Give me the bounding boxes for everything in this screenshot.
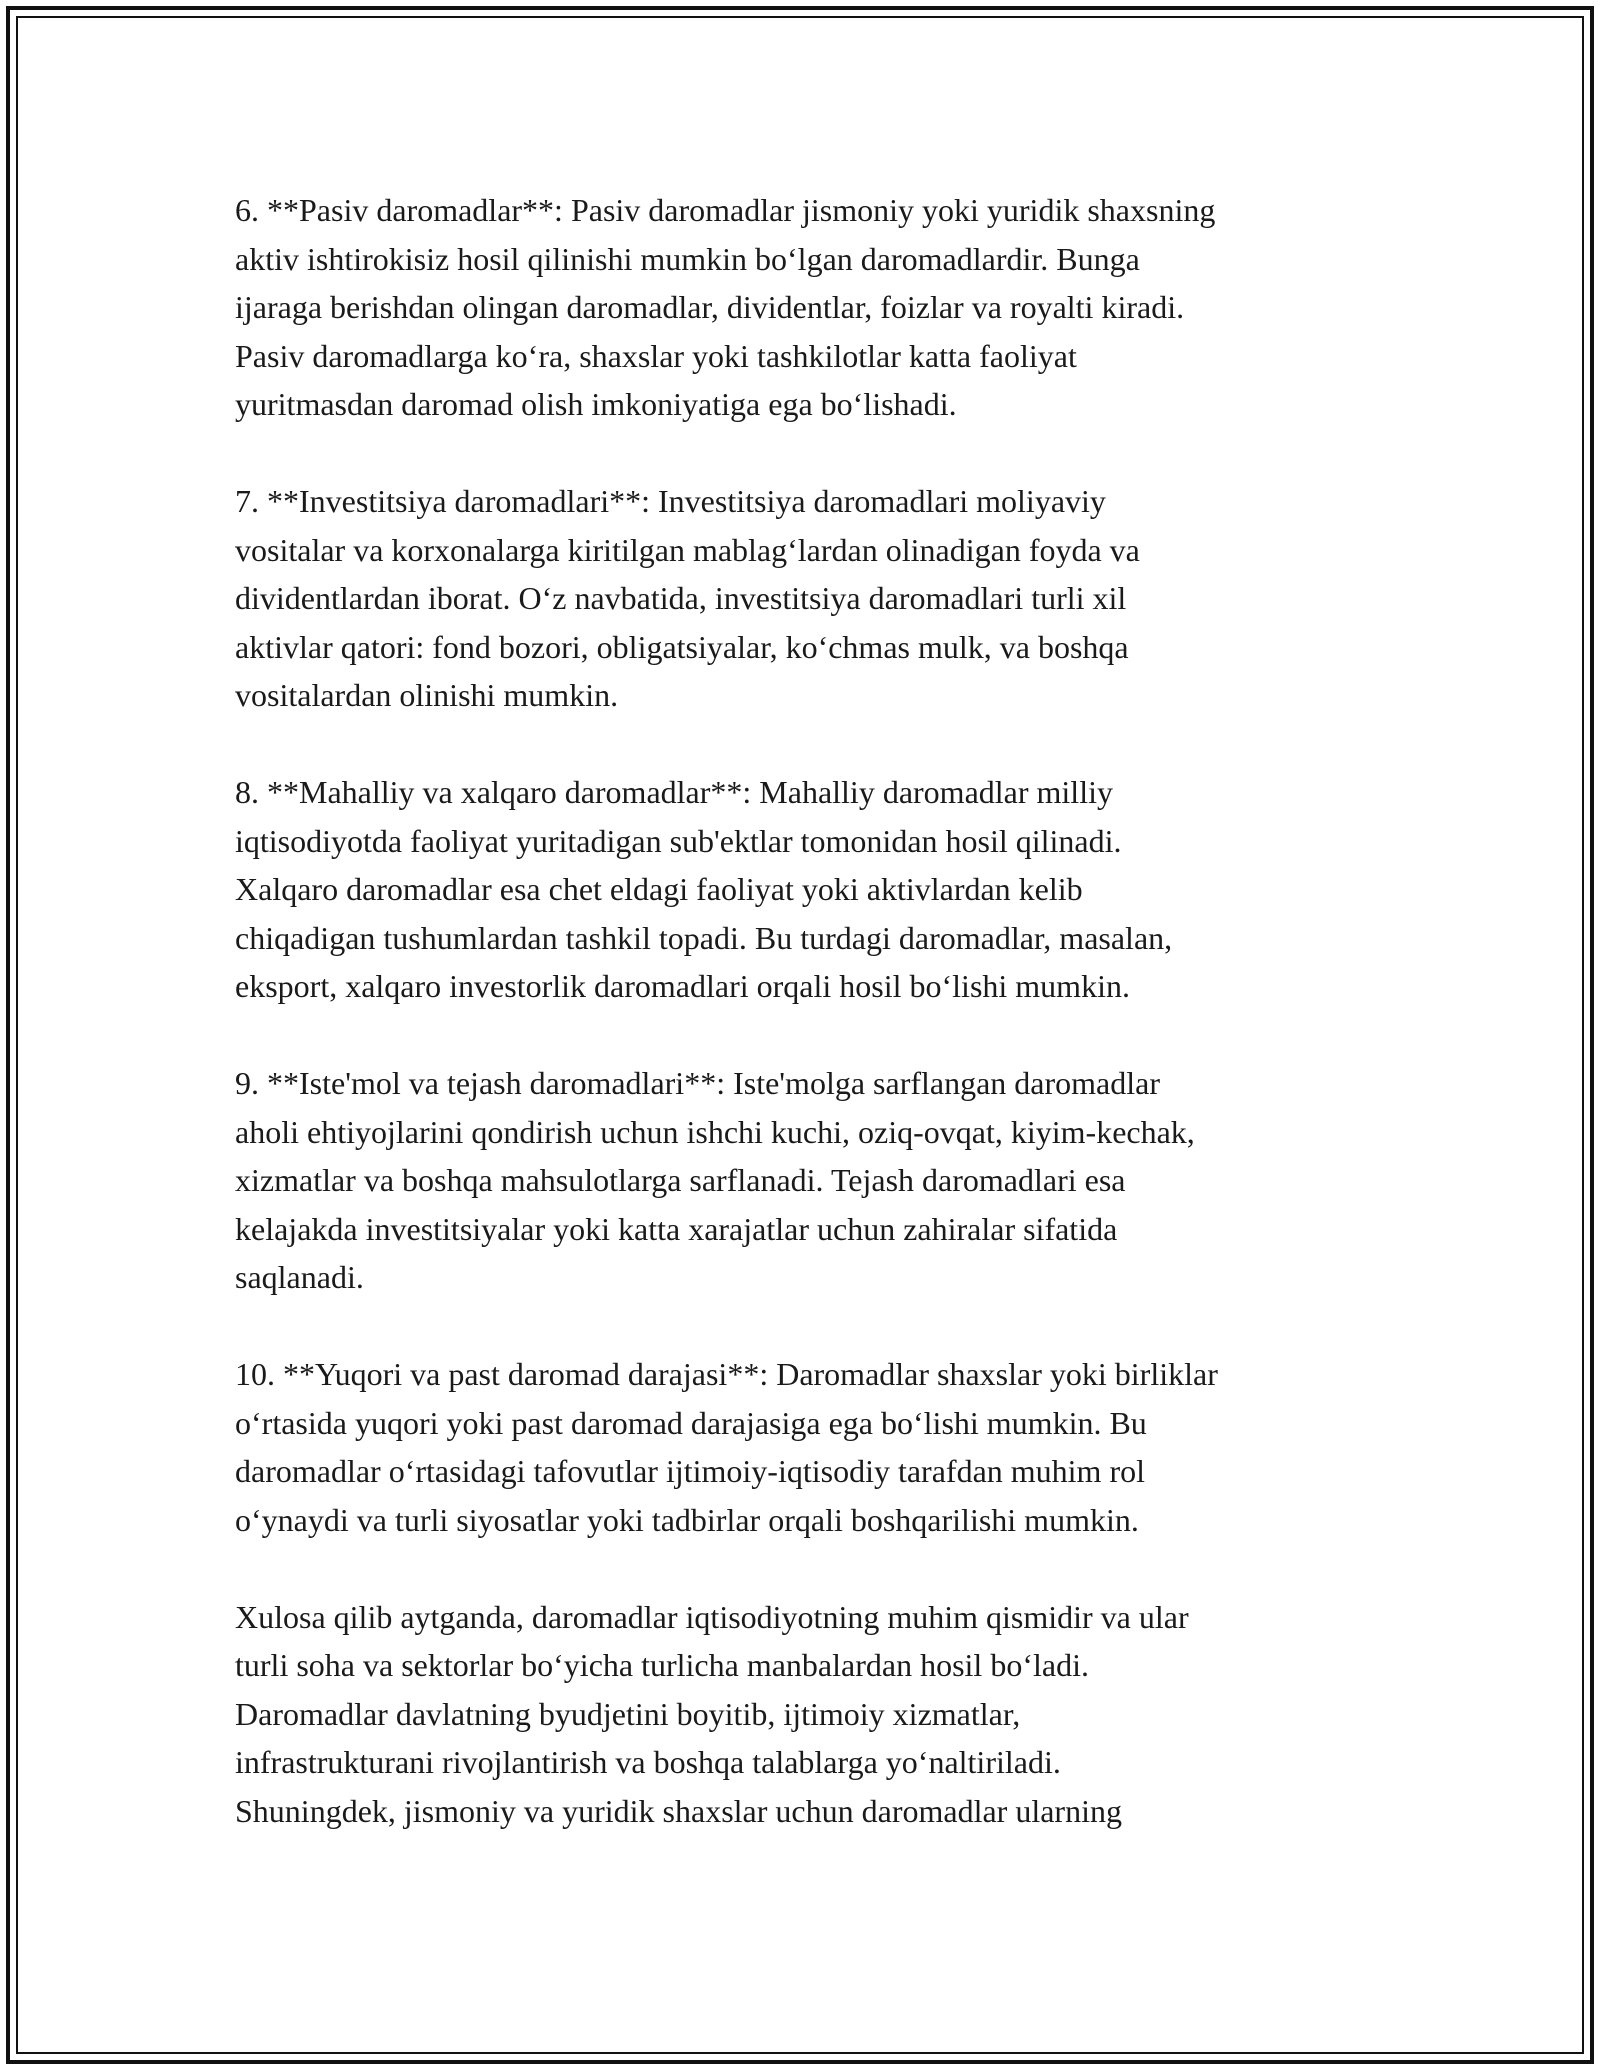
paragraph-local-international-income: 8. **Mahalliy va xalqaro daromadlar**: Mahalliy daromadlar milliy iqtisodiyotda faoliyat yuritadigan sub'ektlar tomonidan hosil qilinadi. Xalqaro daromadlar esa chet eldagi faoliyat yoki aktivlardan kelib chiqadigan tushumlardan tashkil topadi. Bu turdagi daromadlar, masalan, eksport, xalqaro investorlik daromadlari orqali hosil bo‘lishi mumkin. [235, 774, 1173, 1004]
paragraph-consumption-savings-income: 9. **Iste'mol va tejash daromadlari**: Iste'molga sarflangan daromadlar aholi ehtiyojlarini qondirish uchun ishchi kuchi, oziq-ovqat, kiyim-kechak, xizmatlar va boshqa mahsulotlarga sarflanadi. Tejash daromadlari esa kelajakda investitsiyalar yoki katta xarajatlar uchun zahiralar sifatida saqlanadi. [235, 1065, 1195, 1295]
paragraph-income-levels: 10. **Yuqori va past daromad darajasi**: Daromadlar shaxslar yoki birliklar o‘rtasida yuqori yoki past daromad darajasiga ega bo‘lishi mumkin. Bu daromadlar o‘rtasidagi tafovutlar ijtimoiy-iqtisodiy tarafdan muhim rol o‘ynaydi va turli siyosatlar yoki tadbirlar orqali boshqarilishi mumkin. [235, 1356, 1218, 1538]
paragraph-investment-income: 7. **Investitsiya daromadlari**: Investitsiya daromadlari moliyaviy vositalar va korxonalarga kiritilgan mablag‘lardan olinadigan foyda va dividentlardan iborat. O‘z navbatida, investitsiya daromadlari turli xil aktivlar qatori: fond bozori, obligatsiyalar, ko‘chmas mulk, va boshqa vositalardan olinishi mumkin. [235, 483, 1140, 713]
document-body [235, 186, 1385, 1884]
paragraph-passive-income: 6. **Pasiv daromadlar**: Pasiv daromadlar jismoniy yoki yuridik shaxsning aktiv ishtirokisiz hosil qilinishi mumkin bo‘lgan daromadlardir. Bunga ijaraga berishdan olingan daromadlar, dividentlar, foizlar va royalti kiradi. Pasiv daromadlarga ko‘ra, shaxslar yoki tashkilotlar katta faoliyat yuritmasdan daromad olish imkoniyatiga ega bo‘lishadi. [235, 192, 1216, 422]
paragraph-conclusion: Xulosa qilib aytganda, daromadlar iqtisodiyotning muhim qismidir va ular turli soha va sektorlar bo‘yicha turlicha manbalardan hosil bo‘ladi. Daromadlar davlatning byudjetini boyitib, ijtimoiy xizmatlar, infrastrukturani rivojlantirish va boshqa talablarga yo‘naltiriladi. Shuningdek, jismoniy va yuridik shaxslar uchun daromadlar ularning [235, 1598, 1189, 1829]
